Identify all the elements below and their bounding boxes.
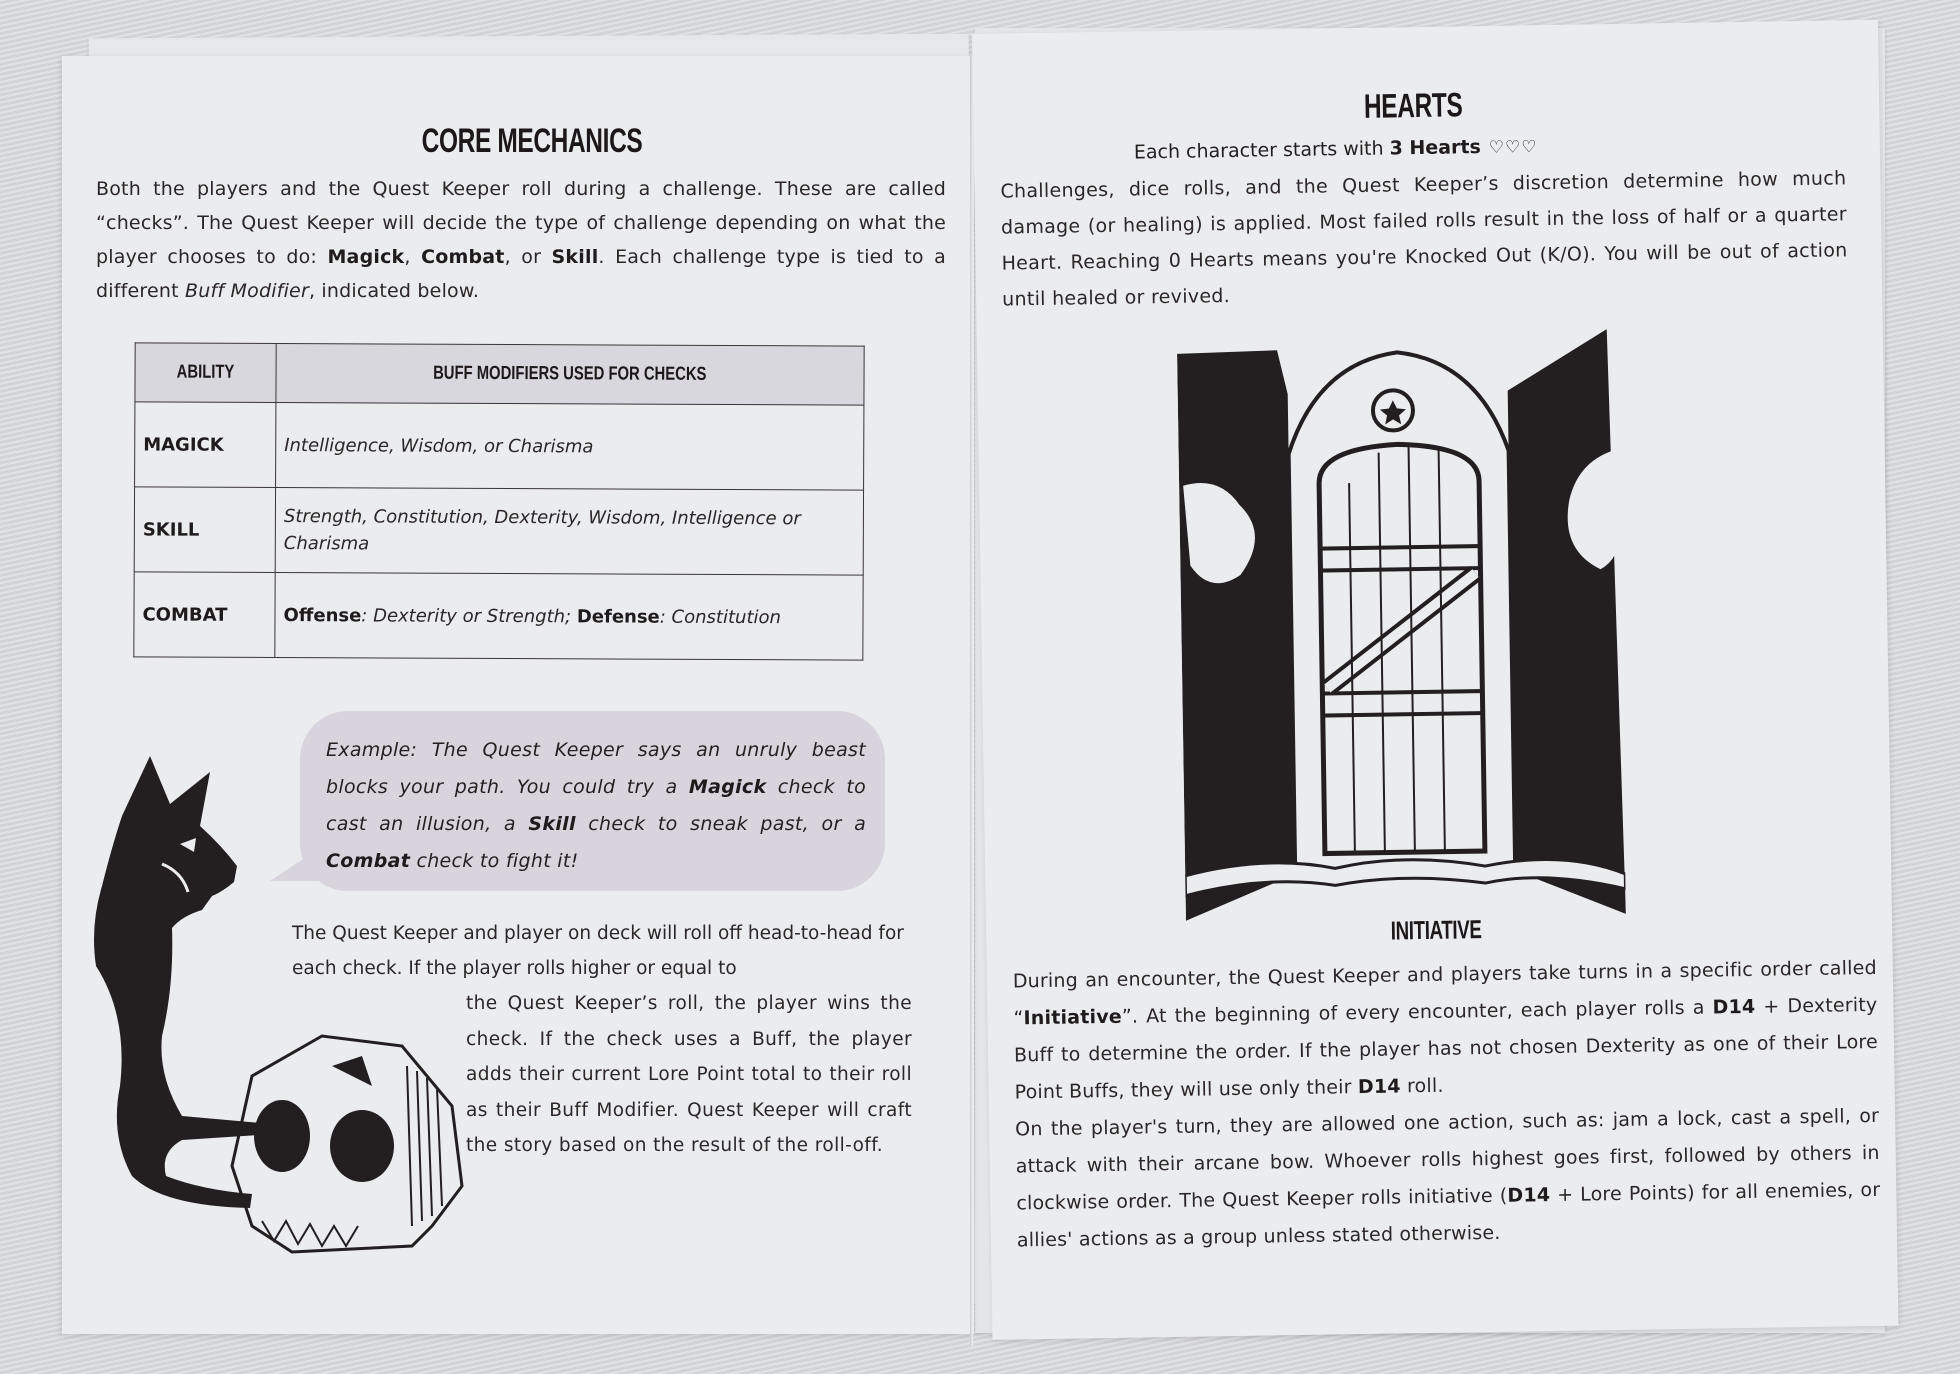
header-modifiers-text: BUFF MODIFIERS USED FOR CHECKS (433, 362, 707, 385)
heart-outline-icons: ♡♡♡ (1488, 137, 1538, 158)
defense-value: : Constitution (659, 606, 782, 628)
hearts-lead-prefix: Each character starts with (1133, 137, 1390, 164)
example-text-4: check to fight it! (410, 850, 579, 872)
table-header-modifiers (276, 344, 864, 406)
intro-magick: Magick (327, 246, 405, 268)
hearts-lead-line (1134, 132, 1734, 163)
intro-combat: Combat (421, 246, 505, 268)
offense-label: Offense (283, 604, 362, 626)
table-cell-modifiers (275, 573, 863, 661)
intro-sep-2: , or (504, 246, 552, 268)
hearts-paragraph: Challenges, dice rolls, and the Quest Keeper’s discretion determine how much damage (or healing) is applied. Most failed rolls result in the loss of half or a quarter Heart. Reaching 0 Hearts means you're Knocked Out (K/O). You will be out of action until healed or revived. (1000, 167, 1848, 311)
init-text-4: roll. (1400, 1074, 1444, 1098)
table-cell-ability: MAGICK (135, 402, 276, 488)
example-text (326, 732, 866, 880)
table-row (134, 487, 863, 575)
intro-buff-modifier: Buff Modifier (185, 280, 309, 302)
init-d14: D14 (1712, 995, 1756, 1019)
init-text-3: + Dexterity Buff to determine the order. If the player has not chosen Dexterity as one of their Lore Point Buffs, they will use only their (1013, 993, 1879, 1104)
defense-label: Defense (576, 605, 660, 628)
initiative-title-text: INITIATIVE (1390, 914, 1482, 946)
init-text-5: On the player's turn, they are allowed one action, such as: jam a lock, cast a spell, or attack with their arcane bow. Whoever rolls highest goes first, followed by others in clockwise order. The Quest Keeper rolls initiative ( (1015, 1104, 1880, 1215)
init-d14: D14 (1357, 1075, 1401, 1099)
skull-illustration (212, 1016, 472, 1256)
init-text-2: ”. At the beginning of every encounter, each player rolls a (1121, 996, 1713, 1028)
right-page (972, 20, 1898, 1340)
example-magick: Magick (688, 776, 767, 798)
initiative-paragraph-1 (1013, 950, 1879, 1112)
core-mechanics-title-text: CORE MECHANICS (421, 122, 643, 160)
initiative-title (1328, 913, 1544, 947)
init-bold-initiative: Initiative (1023, 1005, 1123, 1030)
table-row (134, 572, 863, 660)
table-row (135, 402, 864, 490)
table-header-row (135, 343, 864, 405)
init-text-6: + Lore Points) for all enemies, or allies' actions as a group unless stated otherwise. (1016, 1178, 1881, 1252)
example-text-2: check to cast an illusion, a (326, 776, 866, 835)
table-cell-ability: COMBAT (134, 572, 275, 658)
intro-text-3: , indicated below. (308, 280, 480, 302)
example-combat: Combat (326, 850, 411, 872)
hearts-count: 3 Hearts (1389, 136, 1481, 160)
left-page (62, 56, 974, 1334)
example-text-3: check to sneak past, or a (575, 813, 867, 835)
header-ability-text: ABILITY (176, 361, 235, 383)
wooden-door-illustration (1177, 329, 1626, 926)
core-mechanics-title (381, 122, 683, 161)
intro-text-1: Both the players and the Quest Keeper roll during a challenge. These are called “checks”. The Quest Keeper will decide the type of challenge depending on what the player chooses to do: (96, 178, 946, 268)
intro-text-2: . Each challenge type is tied to a different (96, 246, 947, 302)
roll-off-paragraph-rest: the Quest Keeper’s roll, the player wins the check. If the check uses a Buff, the player adds their current Lore Point total to their roll as their Buff Modifier. Quest Keeper will craft the story based on the result of the roll-off. (466, 993, 912, 1156)
initiative-paragraphs (1013, 950, 1882, 1260)
init-text-1: During an encounter, the Quest Keeper and players take turns in a specific order called “ (1012, 956, 1877, 1030)
table-header-ability (135, 343, 276, 403)
table-cell-modifiers: Strength, Constitution, Dexterity, Wisdom, Intelligence or Charisma (275, 488, 863, 576)
roll-off-paragraph-top: The Quest Keeper and player on deck will roll off head-to-head for each check. If the player rolls higher or equal to (292, 923, 904, 979)
hearts-title-text: HEARTS (1363, 86, 1463, 126)
book-spine (970, 56, 973, 1346)
core-intro-paragraph (96, 172, 946, 308)
offense-value: : Dexterity or Strength; (361, 604, 577, 627)
ability-table (133, 342, 864, 660)
intro-sep-1: , (404, 246, 422, 268)
table-cell-modifiers: Intelligence, Wisdom, or Charisma (276, 403, 864, 491)
table-cell-ability: SKILL (134, 487, 275, 573)
example-skill: Skill (528, 813, 576, 835)
initiative-paragraph-2 (1015, 1098, 1881, 1260)
hearts-title (1305, 85, 1522, 127)
example-text-1: Example: The Quest Keeper says an unruly beast blocks your path. You could try a (326, 739, 866, 798)
intro-skill: Skill (551, 246, 599, 268)
init-d14: D14 (1507, 1184, 1551, 1207)
